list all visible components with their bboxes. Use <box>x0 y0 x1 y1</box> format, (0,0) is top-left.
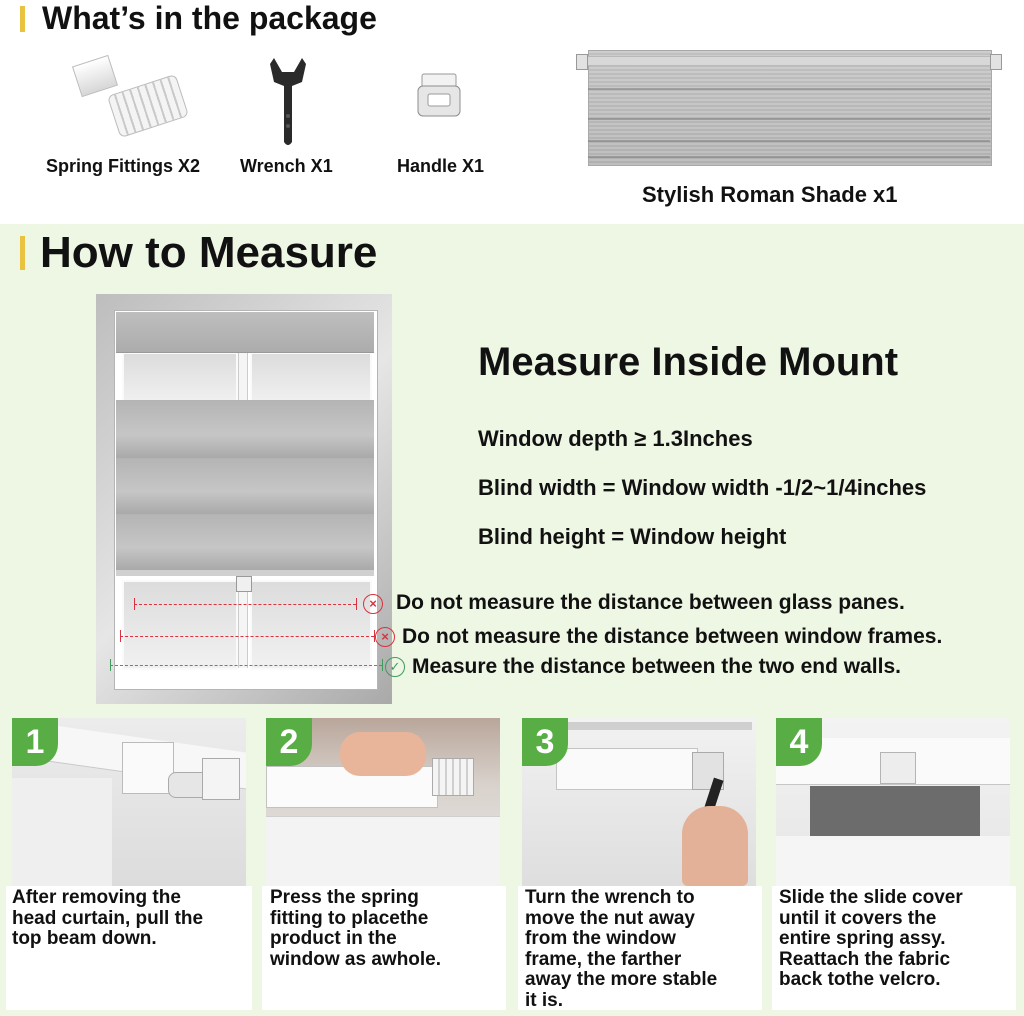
package-item-label-wrench: Wrench X1 <box>240 156 333 176</box>
package-title-accent <box>20 6 25 32</box>
package-title: What’s in the package <box>42 0 377 36</box>
step-4-badge: 4 <box>776 718 822 766</box>
step-3-text: Turn the wrench to move the nut away from the window frame, the farther away the more stable it is. <box>525 887 718 1011</box>
spec-blind-height: Blind height = Window height <box>478 524 787 549</box>
glass-pane-measure-line <box>134 604 356 605</box>
step-1-text: After removing the head curtain, pull the top beam down. <box>12 887 204 949</box>
tick-mark <box>356 598 357 610</box>
step-2-text: Press the spring fitting to placethe product in the window as awhole. <box>270 887 442 970</box>
window-frame-measure-line <box>120 636 374 637</box>
tick-mark <box>382 659 383 671</box>
measure-subtitle: Measure Inside Mount <box>478 340 899 384</box>
note-end-walls: Measure the distance between the two end walls. <box>412 655 901 678</box>
step-2-badge: 2 <box>266 718 312 766</box>
tick-mark <box>134 598 135 610</box>
measure-title: How to Measure <box>40 228 378 277</box>
wrench-icon <box>268 56 308 148</box>
note-window-frames: Do not measure the distance between window frames. <box>402 625 943 648</box>
check-icon: ✓ <box>385 657 405 677</box>
step-4-text: Slide the slide cover until it covers the entire spring assy. Reattach the fabric back tothe velcro. <box>779 887 963 990</box>
wrong-icon: × <box>375 627 395 647</box>
note-glass-panes: Do not measure the distance between glass panes. <box>396 591 905 614</box>
measure-title-accent <box>20 236 25 270</box>
tick-mark <box>110 659 111 671</box>
handle-icon <box>416 72 462 120</box>
package-item-label-spring: Spring Fittings X2 <box>46 156 201 176</box>
step-1-badge: 1 <box>12 718 58 766</box>
end-walls-measure-line <box>110 665 382 666</box>
tick-mark <box>120 630 121 642</box>
package-item-label-handle: Handle X1 <box>397 156 485 176</box>
spec-blind-width: Blind width = Window width -1/2~1/4inches <box>478 475 927 500</box>
step-3-badge: 3 <box>522 718 568 766</box>
package-item-label-shade: Stylish Roman Shade x1 <box>642 182 898 207</box>
wrong-icon: × <box>363 594 383 614</box>
spec-window-depth: Window depth ≥ 1.3Inches <box>478 426 753 451</box>
